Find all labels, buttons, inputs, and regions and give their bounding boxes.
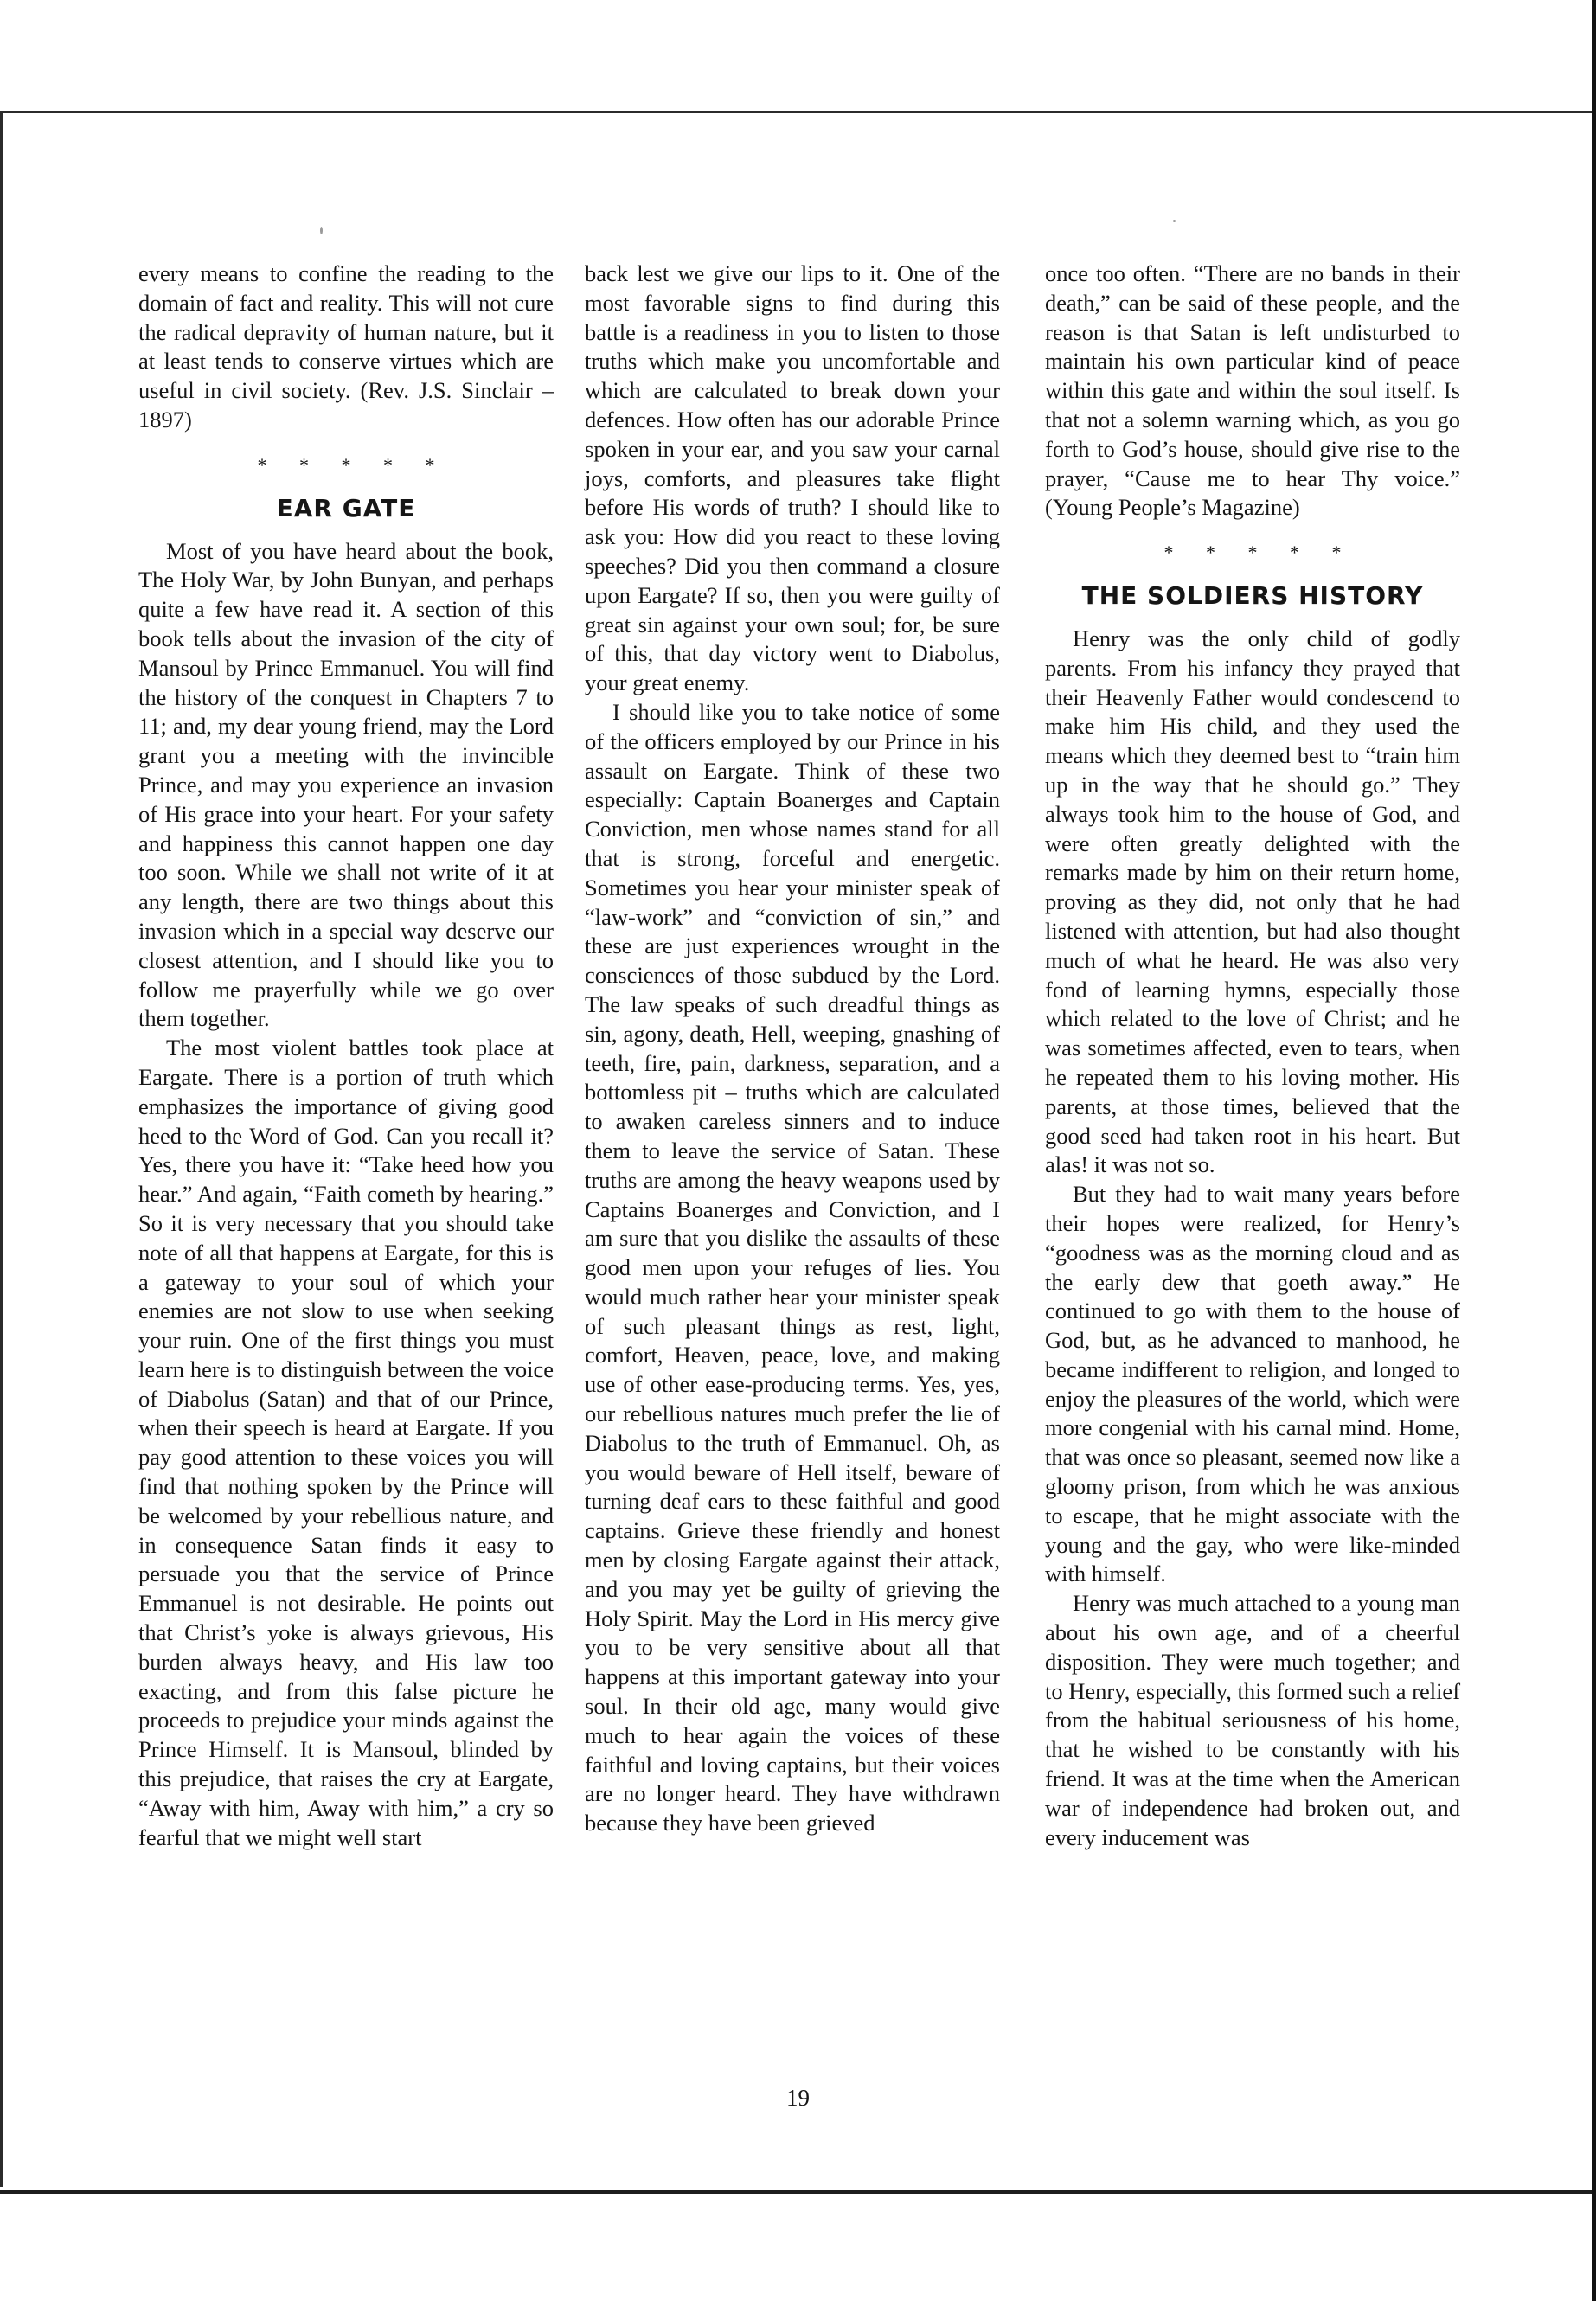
paragraph: The most violent battles took place at Eargate. There is a portion of truth which emphasizes the importance of giving good heed to the Word of God. Can you recall it? Yes, there you have it: “Take heed how you hear.” And again, “Faith cometh by hearing.” So it is very necessary that you should take note of all that happens at Eargate, for this is a gateway to your soul of which your enemies are not slow to use when seeking your ruin. One of the first things you must learn here is to distinguish between the voice of Diabolus (Satan) and that of our Prince, when their speech is heard at Eargate. If you pay good attention to these voices you will find that nothing spoken by the Prince will be welcomed by your rebellious nature, and in consequence Satan finds it easy to persuade you that the service of Prince Emmanuel is not desirable. He points out that Christ’s yoke is always grievous, His burden always heavy, and His law too exacting, and from this false picture he proceeds to prejudice your minds against the Prince Himself. It is Mansoul, blinded by this prejudice, that raises the cry at Eargate, “Away with him, Away with him,” a cry so fearful that we might well start: [138, 1035, 554, 1850]
scan-speck: [1173, 220, 1176, 222]
section-divider-stars: * * * * *: [257, 453, 449, 476]
paragraph: I should like you to take notice of some of the officers employed by our Prince in his assault on Eargate. Think of these two especially: Captain Boanerges and Captain Conviction, men whose names stand for all that is strong, forceful and energetic. Sometimes you hear your minister speak of “law-work” and “conviction of sin,” and these are just experiences wrought in the consciences of those subdued by the Lord. The law speaks of such dreadful things as sin, agony, death, Hell, weeping, gnashing of teeth, fire, pain, darkness, separation, and a bottomless pit – truths which are calculated to awaken careless sinners and to induce them to leave the service of Satan. These truths are among the heavy weapons used by Captains Boanerges and Conviction, and I am sure that you dislike the assaults of these good men upon your refuges of lies. You would much rather hear your minister speak of such pleasant things as rest, light, comfort, Heaven, peace, love, and making use of other ease-producing terms. Yes, yes, our rebellious natures much prefer the lie of Diabolus to the truth of Emmanuel. Oh, as you would beware of Hell itself, beware of turning deaf ears to these faithful and good captains. Grieve these friendly and honest men by closing Eargate against their attack, and you may yet be guilty of grieving the Holy Spirit. May the Lord in His mercy give you to be very sensitive about all that happens at this important gateway into your soul. In their old age, many would give much to hear again the voices of these faithful and loving captains, but their voices are no longer heard. They have withdrawn because they have been grieved: [585, 698, 1000, 1836]
heading-ear-gate: EAR GATE: [276, 493, 416, 522]
column-left-intro: every means to confine the reading to the domain of fact and reality. This will not cure the radical depravity of human nature, but it at least tends to conserve virtues which are useful in civil society. (Rev. J.S. Sinclair – 1897): [138, 260, 554, 433]
paragraph: Most of you have heard about the book, The Holy War, by John Bunyan, and perhaps quite a few have read it. A section of this book tells about the invasion of the city of Mansoul by Prince Emmanuel. You will find the history of the conquest in Chapters 7 to 11; and, my dear young friend, may the Lord grant you a meeting with the invincible Prince, and may you experience an invasion of His grace into your heart. For your safety and happiness this cannot happen one day too soon. While we shall not write of it at any length, there are two things about this invasion which in a special way deserve our closest attention, and I should like you to follow me prayerfully while we go over them together.: [138, 537, 554, 1032]
paragraph: Henry was much attached to a young man about his own age, and of a cheerful disposition. They were much together; and to Henry, especially, this formed such a relief from the habitual seriousness of his home, that he wished to be constantly with his friend. It was at the time when the American war of independence had broken out, and every inducement was: [1045, 1590, 1461, 1850]
page-edge-right: [1592, 0, 1596, 2301]
scan-speck: [320, 227, 323, 234]
paragraph: back lest we give our lips to it. One of the most favorable signs to find during this battle is a readiness in you to listen to those truths which make you uncomfortable and which are calculated to break down your defences. How often has our adorable Prince spoken in your ear, and you saw your carnal joys, comforts, and pleasures take flight before His words of truth? I should like to ask you: How did you react to these loving speeches? Did you then command a closure upon Eargate? If so, then you were guilty of great sin against your own soul; for, be sure of this, that day victory went to Diabolus, your great enemy.: [585, 260, 1000, 696]
page-edge-top: [0, 111, 1596, 113]
page-edge-bottom: [0, 2190, 1592, 2194]
paragraph: Henry was the only child of godly parents. From his infancy they prayed that their Heavenly Father would condescend to make him His child, and they used the means which they deemed best to “train him up in the way that he should go.” They always took him to the house of God, and were often greatly delighted with the remarks made by him on their return home, proving as they did, not only that he had listened with attention, but had also thought much of what he heard. He was also very fond of learning hymns, especially those which related to the love of Christ; and he was sometimes affected, even to tears, when he repeated them to his loving mother. His parents, at those times, believed that the good seed had taken root in his heart. But alas! it was not so.: [1045, 625, 1460, 1178]
section-divider-stars: * * * * *: [1163, 542, 1356, 564]
heading-soldiers-history: THE SOLDIERS HISTORY: [1081, 580, 1424, 610]
column-right: [1045, 260, 1460, 1852]
column-middle: [585, 260, 1000, 1838]
page-edge-left: [0, 111, 3, 2187]
column-left: [138, 260, 554, 1852]
paragraph: But they had to wait many years before their hopes were realized, for Henry’s “goodness was as the morning cloud and as the early dew that goeth away.” He continued to go with them to the house of God, but, as he advanced to manhood, he became indifferent to religion, and longed to enjoy the pleasures of the world, which were more congenial with his carnal mind. Home, that was once so pleasant, seemed now like a gloomy prison, from which he was anxious to escape, that he might associate with the young and the gay, who were like-minded with himself.: [1045, 1181, 1460, 1587]
column-right-intro: once too often. “There are no bands in their death,” can be said of these people, and the reason is that Satan is left undisturbed to maintain his own particular kind of peace within this gate and within the soul itself. Is that not a solemn warning which, as you go forth to God’s house, should give rise to the prayer, “Cause me to hear Thy voice.” (Young People’s Magazine): [1045, 260, 1460, 521]
page-number: 19: [786, 2085, 810, 2111]
